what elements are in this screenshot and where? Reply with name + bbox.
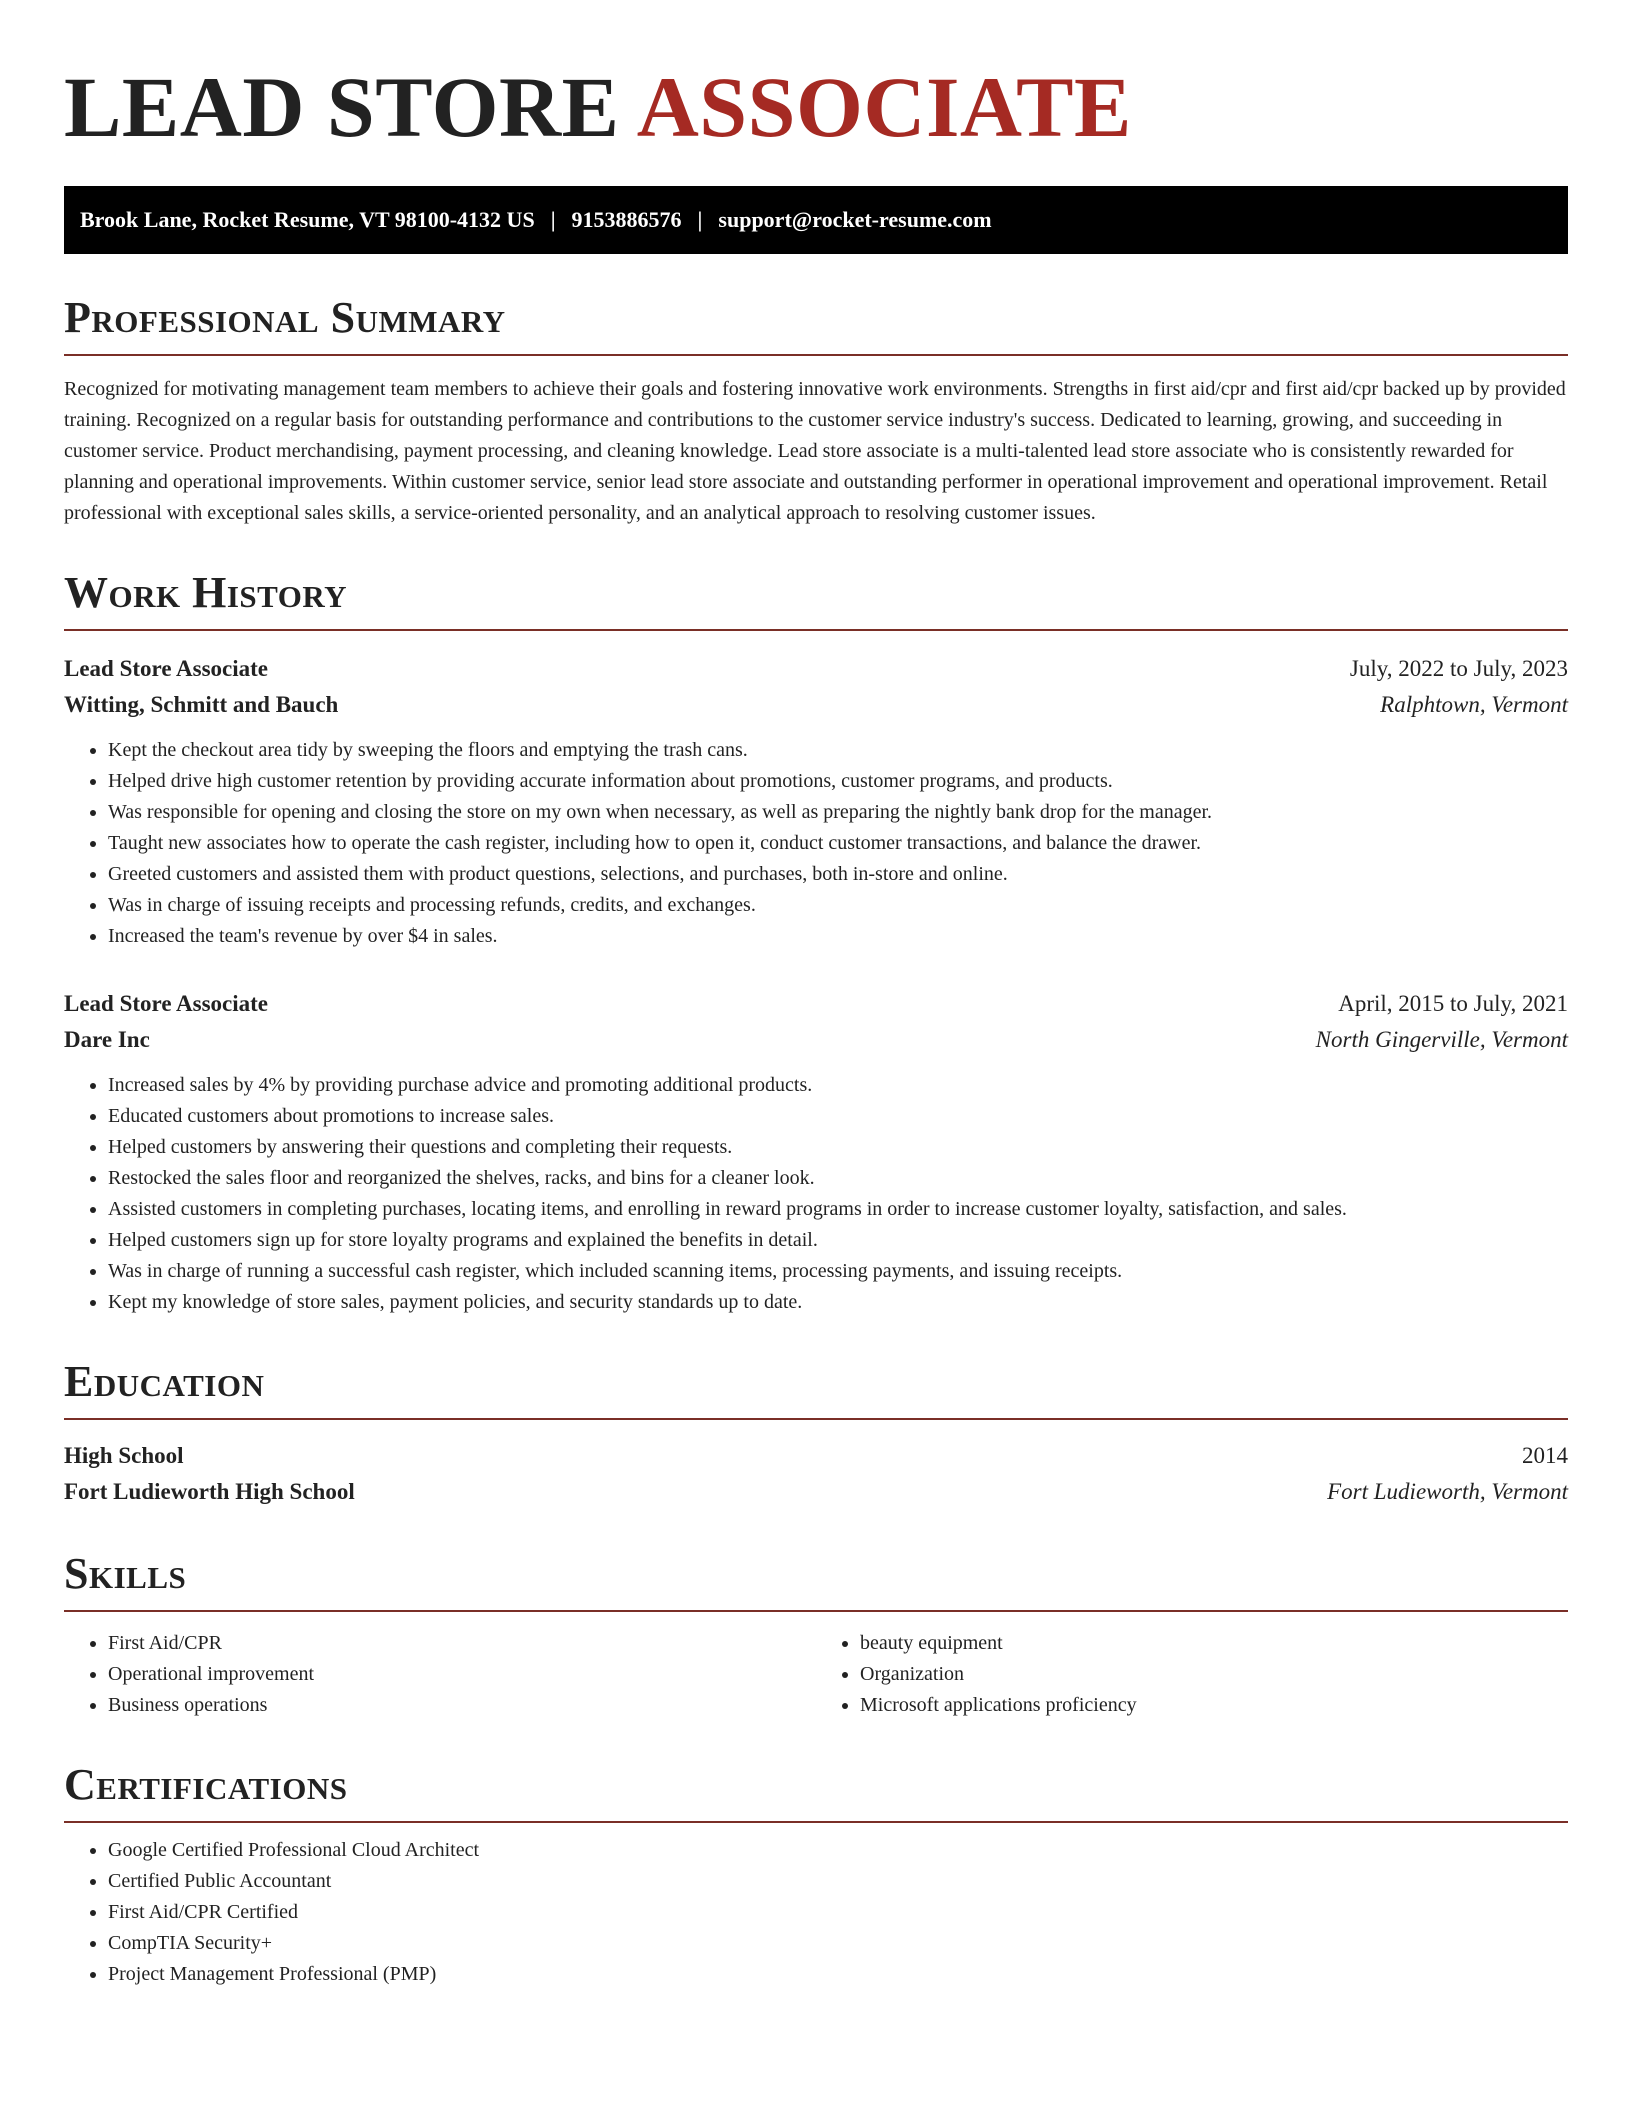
job-role: Lead Store Associate	[64, 991, 269, 1016]
job-dates: July, 2022 to July, 2023	[1349, 656, 1568, 681]
list-item: • Assisted customers in completing purchases, locating items, and enrolling in reward programs in order to increase customer loyalty, satisfaction, and sales.	[108, 1194, 1568, 1225]
section-title: Skills	[64, 1552, 1568, 1612]
education-degree: High School	[64, 1443, 184, 1468]
job-role: Lead Store Associate	[64, 656, 269, 681]
certifications-list	[64, 1835, 1568, 1990]
section-title: Work History	[64, 571, 1568, 631]
list-item: • Certified Public Accountant	[108, 1866, 1568, 1897]
list-item: • Organization	[860, 1659, 1568, 1690]
name-last: ASSOCIATE	[636, 59, 1132, 155]
contact-phone: 9153886576	[571, 207, 682, 232]
list-item: • Project Management Professional (PMP)	[108, 1959, 1568, 1990]
section-title: Professional Summary	[64, 296, 1568, 356]
list-item: • First Aid/CPR	[108, 1628, 816, 1659]
list-item: • Greeted customers and assisted them with product questions, selections, and purchases, both in-store and online.	[108, 859, 1568, 890]
section-title: Certifications	[64, 1763, 1568, 1823]
list-item: • Helped customers sign up for store loyalty programs and explained the benefits in detail.	[108, 1225, 1568, 1256]
list-item: • Helped drive high customer retention by providing accurate information about promotions, customer programs, and products.	[108, 766, 1568, 797]
list-item: • Microsoft applications proficiency	[860, 1690, 1568, 1721]
list-item: • Increased the team's revenue by over $4 in sales.	[108, 921, 1568, 952]
work-history-section	[64, 568, 1568, 1318]
skills-list-right	[816, 1628, 1568, 1721]
education-year: 2014	[1522, 1443, 1568, 1468]
list-item: • beauty equipment	[860, 1628, 1568, 1659]
resume-name	[64, 59, 1568, 155]
list-item: • Helped customers by answering their questions and completing their requests.	[108, 1132, 1568, 1163]
list-item: • Increased sales by 4% by providing purchase advice and promoting additional products.	[108, 1070, 1568, 1101]
section-title: Education	[64, 1360, 1568, 1420]
list-item: • Restocked the sales floor and reorganized the shelves, racks, and bins for a cleaner look.	[108, 1163, 1568, 1194]
summary-text: Recognized for motivating management team members to achieve their goals and fostering innovative work environments. Strengths in first aid/cpr and first aid/cpr backed up by provided training. Recognized on a regular basis for outstanding performance and contributions to the customer service industry's success. Dedicated to learning, growing, and succeeding in customer service. Product merchandising, payment processing, and cleaning knowledge. Lead store associate is a multi-talented lead store associate who is consistently rewarded for planning and operational improvements. Within customer service, senior lead store associate and outstanding performer in operational improvement and operational improvement. Retail professional with exceptional sales skills, a service-oriented personality, and an analytical approach to resolving customer issues.	[64, 378, 1566, 524]
list-item: • Was responsible for opening and closing the store on my own when necessary, as well as preparing the nightly bank drop for the manager.	[108, 797, 1568, 828]
name-first: LEAD STORE	[64, 59, 620, 155]
contact-separator: |	[697, 207, 703, 232]
job-company: Dare Inc	[64, 1027, 150, 1052]
list-item: • Business operations	[108, 1690, 816, 1721]
skills-list-left	[64, 1628, 816, 1721]
job-entry	[64, 986, 1568, 1318]
education-location: Fort Ludieworth, Vermont	[1327, 1479, 1568, 1504]
job-location: Ralphtown, Vermont	[1380, 692, 1568, 717]
list-item: • Google Certified Professional Cloud Architect	[108, 1835, 1568, 1866]
contact-bar	[64, 186, 1568, 254]
job-dates: April, 2015 to July, 2021	[1338, 991, 1568, 1016]
skills-section	[64, 1549, 1568, 1721]
job-company: Witting, Schmitt and Bauch	[64, 692, 339, 717]
contact-email: support@rocket-resume.com	[718, 207, 992, 232]
contact-separator: |	[550, 207, 556, 232]
job-bullets	[64, 1070, 1568, 1318]
list-item: • First Aid/CPR Certified	[108, 1897, 1568, 1928]
list-item: • Kept my knowledge of store sales, payment policies, and security standards up to date.	[108, 1287, 1568, 1318]
list-item: • Taught new associates how to operate the cash register, including how to open it, conduct customer transactions, and balance the drawer.	[108, 828, 1568, 859]
job-entry	[64, 651, 1568, 952]
job-location: North Gingerville, Vermont	[1315, 1027, 1568, 1052]
education-section	[64, 1357, 1568, 1510]
contact-address: Brook Lane, Rocket Resume, VT 98100-4132 US	[80, 207, 535, 232]
list-item: • Was in charge of issuing receipts and processing refunds, credits, and exchanges.	[108, 890, 1568, 921]
list-item: • CompTIA Security+	[108, 1928, 1568, 1959]
summary-section	[64, 293, 1568, 529]
certifications-section	[64, 1760, 1568, 1990]
job-bullets	[64, 735, 1568, 952]
list-item: • Kept the checkout area tidy by sweeping the floors and emptying the trash cans.	[108, 735, 1568, 766]
list-item: • Operational improvement	[108, 1659, 816, 1690]
list-item: • Educated customers about promotions to increase sales.	[108, 1101, 1568, 1132]
education-school: Fort Ludieworth High School	[64, 1479, 355, 1504]
list-item: • Was in charge of running a successful cash register, which included scanning items, processing payments, and issuing receipts.	[108, 1256, 1568, 1287]
